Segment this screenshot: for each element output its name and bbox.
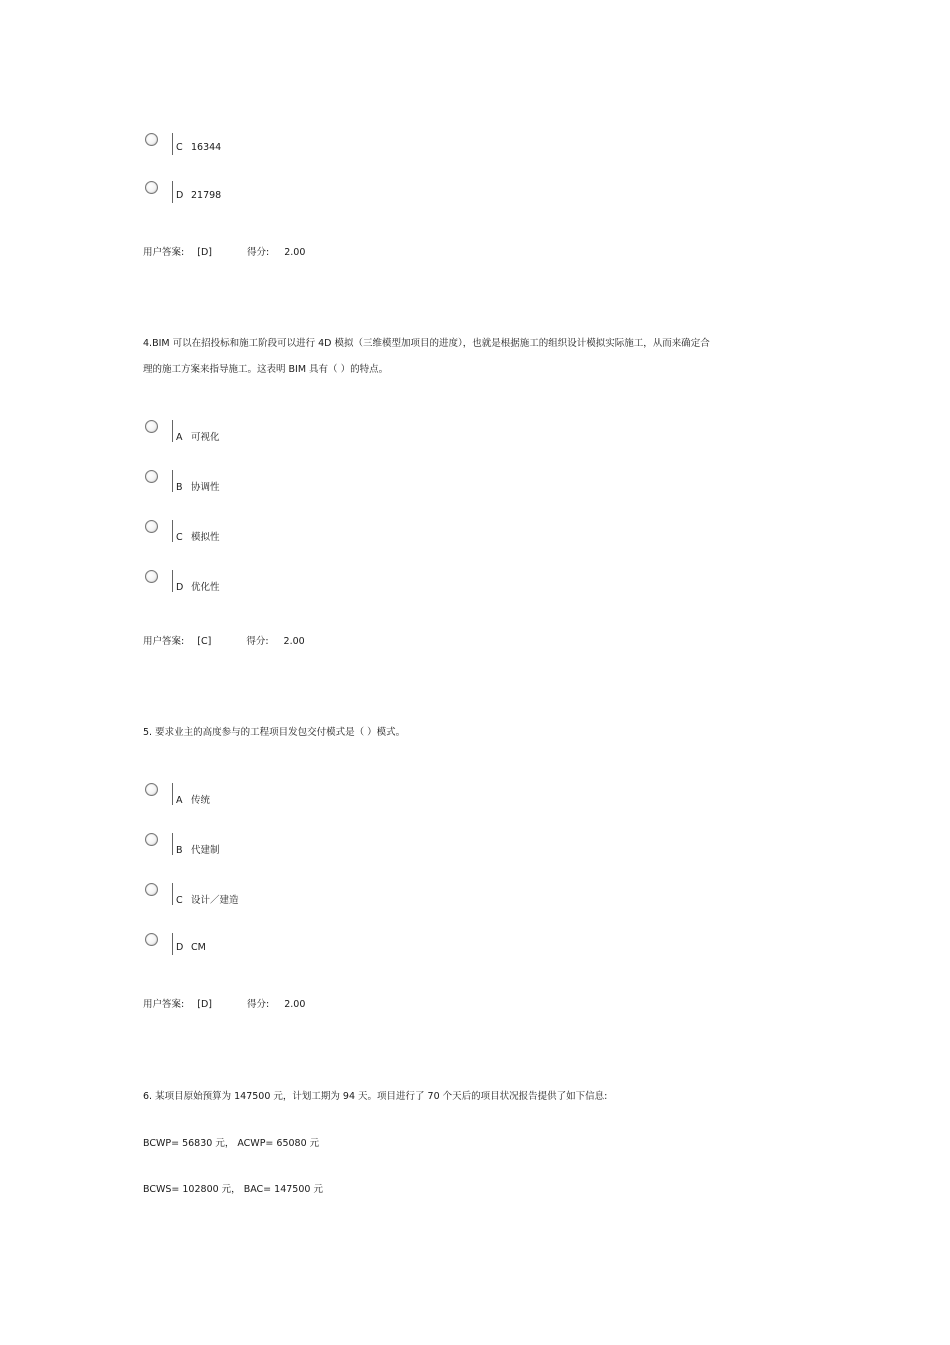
option-c[interactable] <box>145 520 445 548</box>
option-divider <box>172 470 173 492</box>
user-answer-row <box>143 244 305 258</box>
option-divider <box>172 520 173 542</box>
option-d[interactable] <box>145 933 445 961</box>
option-d[interactable] <box>145 570 445 598</box>
radio-icon[interactable] <box>145 470 158 483</box>
option-divider <box>172 933 173 955</box>
answer-value: [C] <box>197 636 212 647</box>
option-a[interactable] <box>145 783 445 811</box>
answer-value: [D] <box>197 247 212 258</box>
option-d[interactable] <box>145 181 445 209</box>
option-divider <box>172 181 173 203</box>
question-6-info-line1: BCWP= 56830 元， ACWP= 65080 元 <box>143 1138 320 1149</box>
option-divider <box>172 420 173 442</box>
option-b[interactable] <box>145 470 445 498</box>
option-label: B 协调性 <box>176 482 220 493</box>
radio-icon[interactable] <box>145 783 158 796</box>
option-label: D CM <box>176 942 206 953</box>
option-divider <box>172 833 173 855</box>
option-label: C 设计／建造 <box>176 895 239 906</box>
score-label: 得分: <box>247 247 270 258</box>
option-a[interactable] <box>145 420 445 448</box>
score-label: 得分: <box>247 999 270 1010</box>
option-label: C 16344 <box>176 142 222 153</box>
question-6-info-line2: BCWS= 102800 元， BAC= 147500 元 <box>143 1184 323 1195</box>
user-answer-row <box>143 996 305 1010</box>
radio-icon[interactable] <box>145 133 158 146</box>
option-label: D 21798 <box>176 190 222 201</box>
option-c[interactable] <box>145 133 445 161</box>
radio-icon[interactable] <box>145 570 158 583</box>
question-4-text-line1: 4.BIM 可以在招投标和施工阶段可以进行 4D 模拟（三维模型加项目的进度），也就是根据施工的组织设计模拟实际施工，从而来确定合 <box>143 338 710 349</box>
radio-icon[interactable] <box>145 883 158 896</box>
option-label: A 传统 <box>176 795 211 806</box>
user-answer-row <box>143 633 305 647</box>
option-label: B 代建制 <box>176 845 220 856</box>
option-divider <box>172 133 173 155</box>
answer-label: 用户答案: <box>143 999 185 1010</box>
score-value: 2.00 <box>283 636 305 647</box>
radio-icon[interactable] <box>145 420 158 433</box>
answer-label: 用户答案: <box>143 247 185 258</box>
score-label: 得分: <box>246 636 269 647</box>
option-label: C 模拟性 <box>176 532 220 543</box>
question-5-text: 5. 要求业主的高度参与的工程项目发包交付模式是（ ）模式。 <box>143 727 406 738</box>
option-label: D 优化性 <box>176 582 220 593</box>
score-value: 2.00 <box>284 999 306 1010</box>
question-6-text: 6. 某项目原始预算为 147500 元，计划工期为 94 天。项目进行了 70 个天后的项目状况报告提供了如下信息: <box>143 1091 608 1102</box>
option-divider <box>172 883 173 905</box>
radio-icon[interactable] <box>145 933 158 946</box>
score-value: 2.00 <box>284 247 306 258</box>
answer-label: 用户答案: <box>143 636 185 647</box>
option-c[interactable] <box>145 883 445 911</box>
radio-icon[interactable] <box>145 520 158 533</box>
question-4-text-line2: 理的施工方案来指导施工。这表明 BIM 具有（ ）的特点。 <box>143 364 389 375</box>
answer-value: [D] <box>197 999 212 1010</box>
radio-icon[interactable] <box>145 181 158 194</box>
option-divider <box>172 783 173 805</box>
option-divider <box>172 570 173 592</box>
option-b[interactable] <box>145 833 445 861</box>
radio-icon[interactable] <box>145 833 158 846</box>
option-label: A 可视化 <box>176 432 220 443</box>
